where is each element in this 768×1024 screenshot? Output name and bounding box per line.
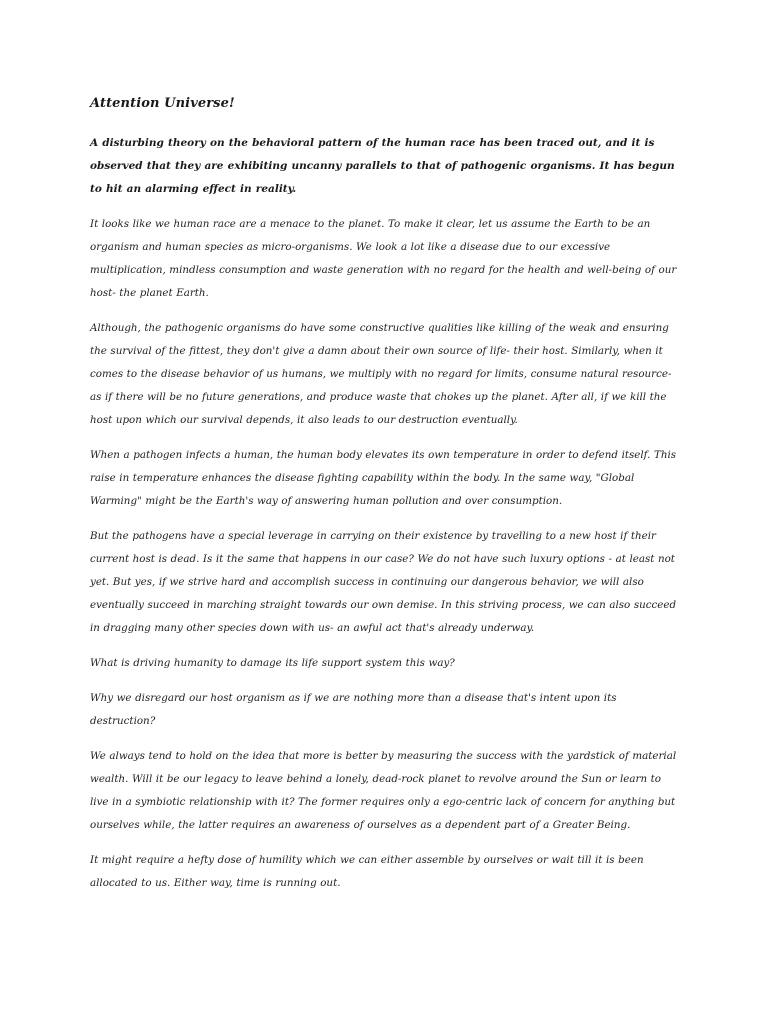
document-title: Attention Universe! bbox=[90, 96, 235, 111]
paragraph-6: Why we disregard our host organism as if we are nothing more than a disease that's intent upon its destruction? bbox=[90, 692, 617, 727]
lead-paragraph: A disturbing theory on the behavioral pattern of the human race has been traced out, and it is observed that they are exhibiting uncanny parallels to that of pathogenic organisms. It has begun to hit an alarming effect in reality. bbox=[90, 137, 675, 195]
paragraph-3: When a pathogen infects a human, the human body elevates its own temperature in order to defend itself. This raise in temperature enhances the disease fighting capability within the body. In the same way, "Global Warming" might be the Earth's way of answering human pollution and over consumption. bbox=[90, 449, 677, 507]
document-body bbox=[90, 94, 682, 907]
paragraph-4: But the pathogens have a special leverage in carrying on their existence by travelling to a new host if their current host is dead. Is it the same that happens in our case? We do not have such luxury options - at least not yet. But yes, if we strive hard and accomplish success in continuing our dangerous behavior, we will also eventually succeed in marching straight towards our own demise. In this striving process, we can also succeed in dragging many other species down with us- an awful act that's already underway. bbox=[90, 530, 677, 634]
paragraph-8: It might require a hefty dose of humility which we can either assemble by ourselves or wait till it is been allocated to us. Either way, time is running out. bbox=[90, 854, 644, 889]
paragraph-2: Although, the pathogenic organisms do have some constructive qualities like killing of the weak and ensuring the survival of the fittest, they don't give a damn about their own source of life- their host. Similarly, when it comes to the disease behavior of us humans, we multiply with no regard for limits, consume natural resource- as if there will be no future generations, and produce waste that chokes up the planet. After all, if we kill the host upon which our survival depends, it also leads to our destruction eventually. bbox=[90, 322, 672, 426]
paragraph-1: It looks like we human race are a menace to the planet. To make it clear, let us assume the Earth to be an organism and human species as micro-organisms. We look a lot like a disease due to our excessive multiplication, mindless consumption and waste generation with no regard for the health and well-being of our host- the planet Earth. bbox=[90, 218, 677, 299]
paragraph-7: We always tend to hold on the idea that more is better by measuring the success with the yardstick of material wealth. Will it be our legacy to leave behind a lonely, dead-rock planet to revolve around the Sun or learn to live in a symbiotic relationship with it? The former requires only a ego-centric lack of concern for anything but ourselves while, the latter requires an awareness of ourselves as a dependent part of a Greater Being. bbox=[90, 750, 677, 831]
paragraph-5: What is driving humanity to damage its life support system this way? bbox=[90, 657, 455, 669]
